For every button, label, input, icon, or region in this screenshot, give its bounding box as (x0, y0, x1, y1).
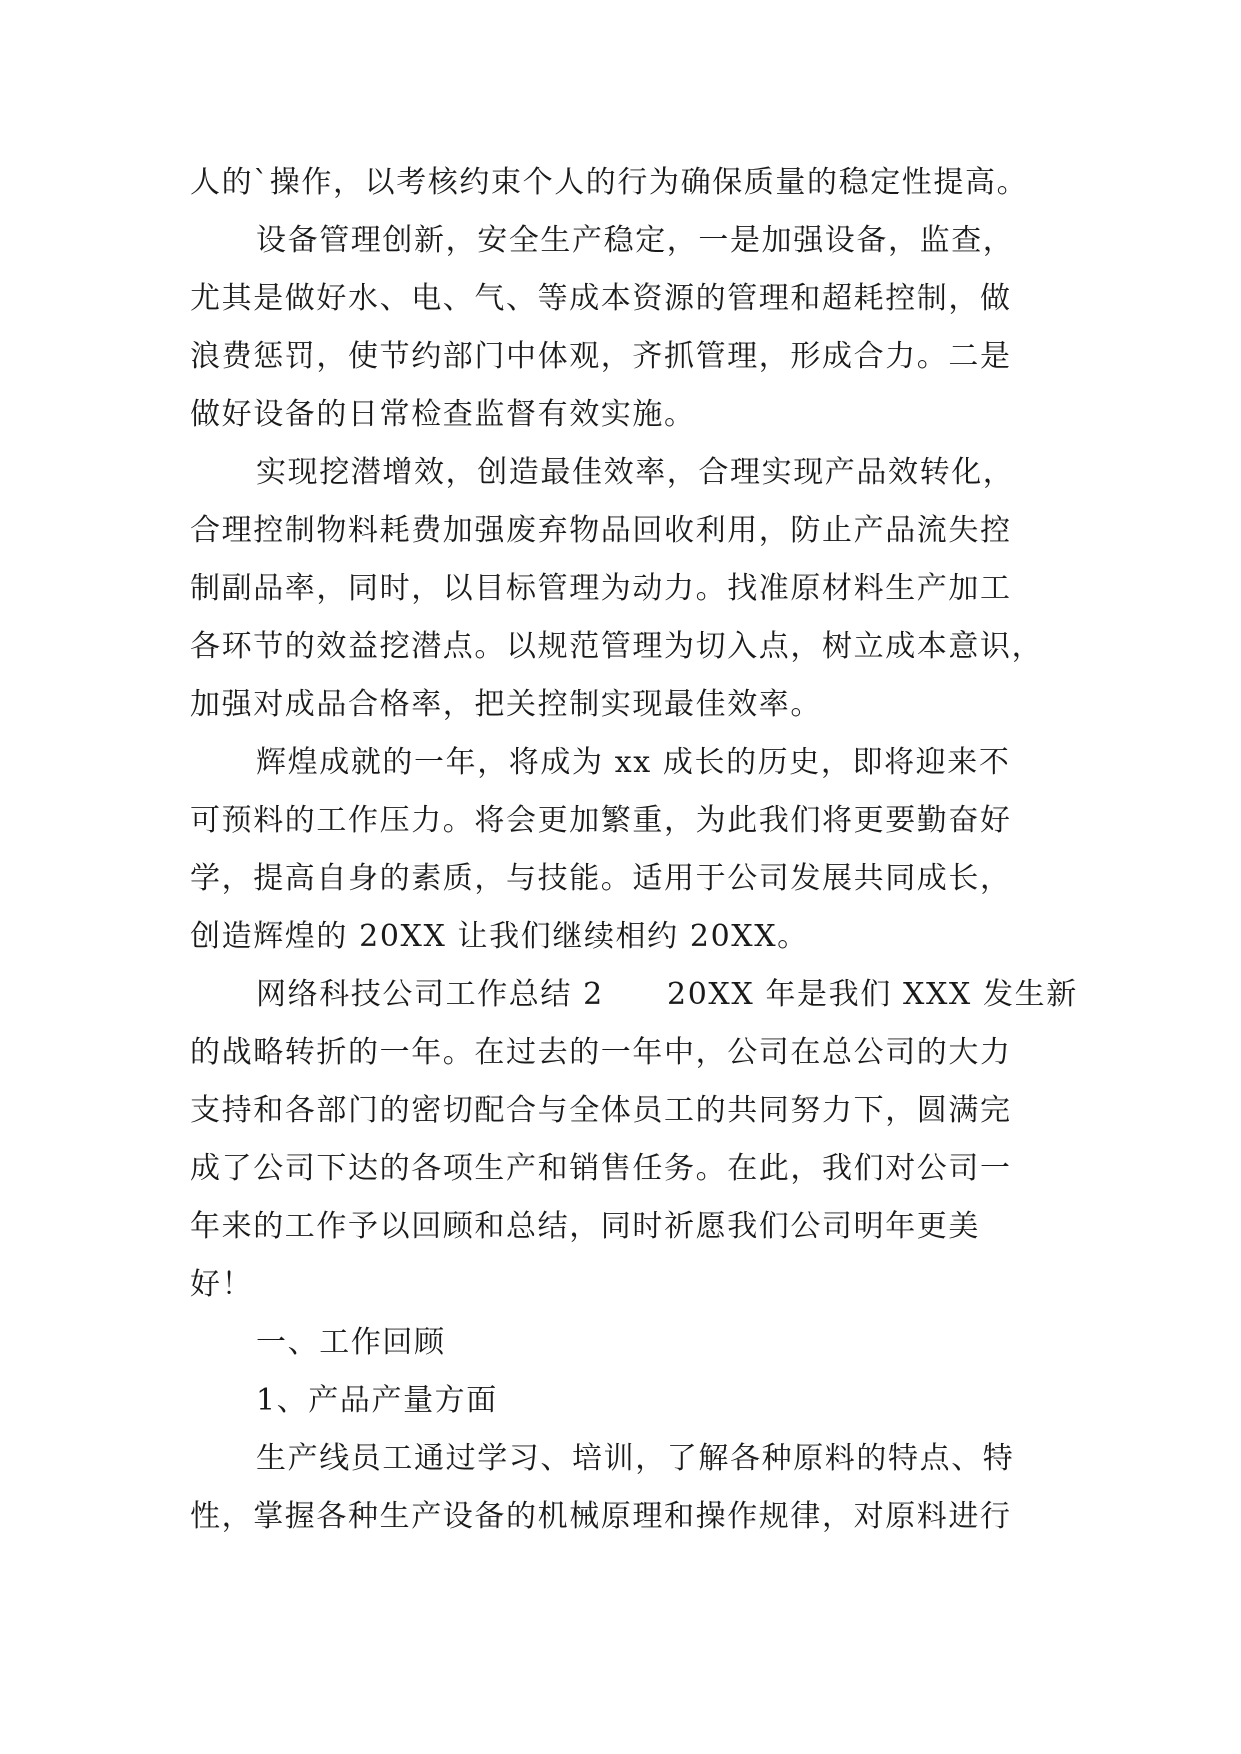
text-line: 年来的工作予以回顾和总结，同时祈愿我们公司明年更美 (190, 1209, 980, 1244)
text-line: 制副品率，同时，以目标管理为动力。找准原材料生产加工 (190, 571, 1012, 606)
text-line: 加强对成品合格率，把关控制实现最佳效率。 (190, 687, 822, 722)
text-line: 浪费惩罚，使节约部门中体观，齐抓管理，形成合力。二是 (190, 339, 1012, 374)
text-line: 网络科技公司工作总结 2 20XX 年是我们 XXX 发生新 (256, 977, 1078, 1012)
text-line: 尤其是做好水、电、气、等成本资源的管理和超耗控制，做 (190, 281, 1012, 316)
section-heading: 一、工作回顾 (256, 1325, 446, 1360)
text-line: 生产线员工通过学习、培训，了解各种原料的特点、特 (256, 1441, 1015, 1476)
text-line: 做好设备的日常检查监督有效实施。 (190, 397, 696, 432)
text-line: 各环节的效益挖潜点。以规范管理为切入点，树立成本意识， (190, 629, 1044, 664)
text-line: 人的`操作，以考核约束个人的行为确保质量的稳定性提高。 (190, 165, 1029, 200)
document-body (190, 154, 1078, 1546)
text-line: 成了公司下达的各项生产和销售任务。在此，我们对公司一 (190, 1151, 1012, 1186)
text-line: 的战略转折的一年。在过去的一年中，公司在总公司的大力 (190, 1035, 1012, 1070)
text-line: 创造辉煌的 20XX 让我们继续相约 20XX。 (190, 919, 809, 954)
text-line: 性，掌握各种生产设备的机械原理和操作规律，对原料进行 (190, 1499, 1012, 1534)
text-line: 支持和各部门的密切配合与全体员工的共同努力下，圆满完 (190, 1093, 1012, 1128)
text-line: 设备管理创新，安全生产稳定，一是加强设备，监查， (256, 223, 1015, 258)
subsection-heading: 1、产品产量方面 (256, 1383, 498, 1418)
text-line: 学，提高自身的素质，与技能。适用于公司发展共同成长， (190, 861, 1012, 896)
text-line: 辉煌成就的一年，将成为 xx 成长的历史，即将迎来不 (256, 745, 1011, 780)
text-line: 好！ (190, 1267, 254, 1302)
text-line: 合理控制物料耗费加强废弃物品回收利用，防止产品流失控 (190, 513, 1012, 548)
text-line: 实现挖潜增效，创造最佳效率，合理实现产品效转化， (256, 455, 1015, 490)
text-line: 可预料的工作压力。将会更加繁重，为此我们将更要勤奋好 (190, 803, 1012, 838)
